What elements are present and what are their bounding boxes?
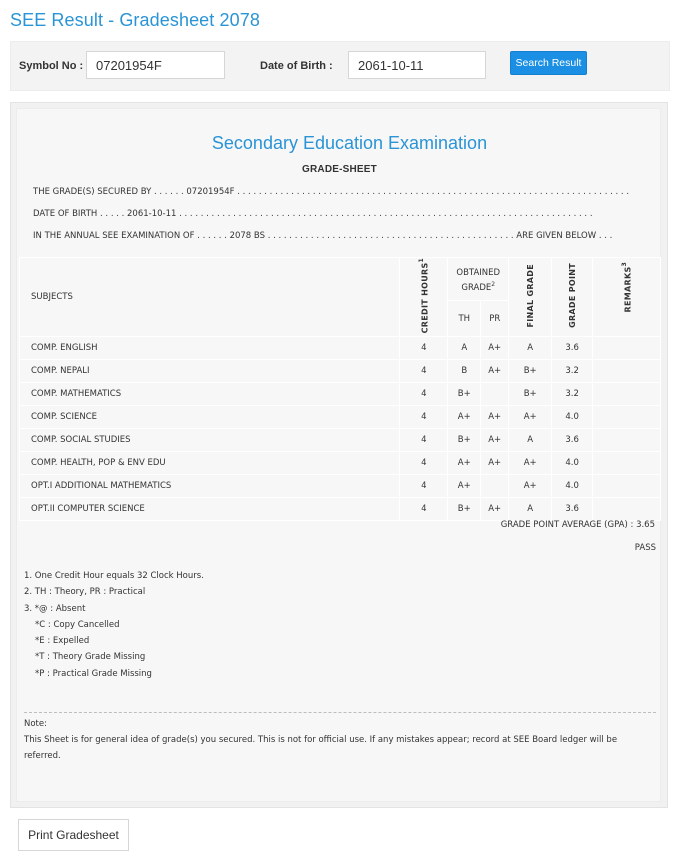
remarks-cell bbox=[593, 452, 661, 475]
point-cell: 3.2 bbox=[552, 383, 593, 406]
credit-cell: 4 bbox=[400, 475, 448, 498]
note-label: Note: bbox=[24, 719, 47, 729]
footnote: *E : Expelled bbox=[35, 636, 90, 647]
point-cell: 4.0 bbox=[552, 452, 593, 475]
footnote: *T : Theory Grade Missing bbox=[35, 652, 146, 663]
grades-table bbox=[19, 257, 661, 521]
th-cell: A+ bbox=[448, 452, 481, 475]
footnote: 2. TH : Theory, PR : Practical bbox=[24, 587, 146, 598]
pr-cell bbox=[481, 475, 509, 498]
footnote: *P : Practical Grade Missing bbox=[35, 668, 152, 679]
credit-cell: 4 bbox=[400, 452, 448, 475]
point-cell: 4.0 bbox=[552, 475, 593, 498]
th-cell: B bbox=[448, 360, 481, 383]
subject-cell: COMP. SCIENCE bbox=[20, 406, 400, 429]
final-cell: A bbox=[509, 498, 552, 521]
remarks-cell bbox=[593, 337, 661, 360]
remarks-cell bbox=[593, 475, 661, 498]
credit-cell: 4 bbox=[400, 383, 448, 406]
remarks-cell bbox=[593, 498, 661, 521]
credit-cell: 4 bbox=[400, 429, 448, 452]
pr-cell: A+ bbox=[481, 429, 509, 452]
footnotes bbox=[24, 568, 204, 682]
footnote: *C : Copy Cancelled bbox=[35, 619, 120, 630]
table-row bbox=[20, 383, 661, 406]
subject-cell: COMP. MATHEMATICS bbox=[20, 383, 400, 406]
pr-cell: A+ bbox=[481, 452, 509, 475]
table-row bbox=[20, 475, 661, 498]
secured-by-line: THE GRADE(S) SECURED BY . . . . . . 07201954F . . . . . . . . . . . . . . . . . . . . . . . . . . . . . . . . . . . . . . . . . . . . . . . . . . . . . . . . . . . . . . . . . . . . . . . . . bbox=[33, 187, 630, 197]
credit-cell: 4 bbox=[400, 360, 448, 383]
search-result-button[interactable]: Search Result bbox=[510, 51, 587, 75]
footnote: 3. *@ : Absent bbox=[24, 603, 86, 614]
remarks-cell bbox=[593, 406, 661, 429]
table-row bbox=[20, 429, 661, 452]
table-row bbox=[20, 498, 661, 521]
th-cell: A+ bbox=[448, 406, 481, 429]
dob-label: Date of Birth : bbox=[260, 60, 333, 72]
table-row bbox=[20, 452, 661, 475]
result-status: PASS bbox=[634, 543, 656, 553]
subject-cell: COMP. SOCIAL STUDIES bbox=[20, 429, 400, 452]
final-cell: A bbox=[509, 429, 552, 452]
remarks-cell bbox=[593, 429, 661, 452]
page-title: SEE Result - Gradesheet 2078 bbox=[10, 10, 260, 30]
footnote: 1. One Credit Hour equals 32 Clock Hours. bbox=[24, 571, 204, 581]
symbol-label: Symbol No : bbox=[19, 60, 84, 72]
subjects-header: SUBJECTS bbox=[20, 258, 400, 337]
symbol-input[interactable] bbox=[86, 51, 225, 79]
pr-cell: A+ bbox=[481, 406, 509, 429]
dob-line: DATE OF BIRTH . . . . . 2061-10-11 . . . . . . . . . . . . . . . . . . . . . . . . . . . . . . . . . . . . . . . . . . . . . . . . . . . . . . . . . . . . . . . . . . . . . . . . . . . . . bbox=[33, 209, 593, 219]
table-row bbox=[20, 360, 661, 383]
table-row bbox=[20, 337, 661, 360]
exam-title: Secondary Education Examination bbox=[211, 133, 488, 153]
final-grade-header: FINAL GRADE bbox=[509, 258, 552, 337]
th-header: TH bbox=[448, 300, 481, 336]
remarks-cell bbox=[593, 360, 661, 383]
obtained-grade-header: OBTAINED GRADE$^2$ bbox=[448, 258, 509, 301]
point-cell: 3.6 bbox=[552, 498, 593, 521]
pr-cell: A+ bbox=[481, 360, 509, 383]
point-cell: 4.0 bbox=[552, 406, 593, 429]
pr-cell: A+ bbox=[481, 498, 509, 521]
point-cell: 3.6 bbox=[552, 337, 593, 360]
subject-cell: COMP. ENGLISH bbox=[20, 337, 400, 360]
divider bbox=[24, 712, 656, 713]
final-cell: A+ bbox=[509, 406, 552, 429]
credit-cell: 4 bbox=[400, 406, 448, 429]
point-cell: 3.2 bbox=[552, 360, 593, 383]
credit-cell: 4 bbox=[400, 337, 448, 360]
credit-cell: 4 bbox=[400, 498, 448, 521]
th-cell: B+ bbox=[448, 429, 481, 452]
subject-cell: COMP. HEALTH, POP & ENV EDU bbox=[20, 452, 400, 475]
pr-cell bbox=[481, 383, 509, 406]
th-cell: A bbox=[448, 337, 481, 360]
gradesheet-title: GRADE-SHEET bbox=[302, 164, 377, 175]
subject-cell: OPT.II COMPUTER SCIENCE bbox=[20, 498, 400, 521]
final-cell: A+ bbox=[509, 475, 552, 498]
subject-cell: OPT.I ADDITIONAL MATHEMATICS bbox=[20, 475, 400, 498]
print-gradesheet-button[interactable]: Print Gradesheet bbox=[18, 819, 129, 851]
note bbox=[24, 716, 644, 764]
table-row bbox=[20, 406, 661, 429]
grade-point-header: GRADE POINT bbox=[552, 258, 593, 337]
remarks-header: REMARKS$^3$ bbox=[593, 258, 661, 337]
dob-input[interactable] bbox=[348, 51, 486, 79]
final-cell: A+ bbox=[509, 452, 552, 475]
remarks-cell bbox=[593, 383, 661, 406]
note-text: This Sheet is for general idea of grade(s) you secured. This is not for official use. If any mistakes appear; record at SEE Board ledger will be referred. bbox=[24, 735, 618, 761]
pr-cell: A+ bbox=[481, 337, 509, 360]
point-cell: 3.6 bbox=[552, 429, 593, 452]
gpa-value: GRADE POINT AVERAGE (GPA) : 3.65 bbox=[500, 520, 655, 530]
th-cell: A+ bbox=[448, 475, 481, 498]
exam-line: IN THE ANNUAL SEE EXAMINATION OF . . . . . . 2078 BS . . . . . . . . . . . . . . . . . . . . . . . . . . . . . . . . . . . . . . . . . . . . . . ARE GIVEN BELOW . . . bbox=[33, 231, 613, 241]
pr-header: PR bbox=[481, 300, 509, 336]
credit-hours-header: CREDIT HOURS$^1$ bbox=[400, 258, 448, 337]
th-cell: B+ bbox=[448, 383, 481, 406]
th-cell: B+ bbox=[448, 498, 481, 521]
final-cell: A bbox=[509, 337, 552, 360]
final-cell: B+ bbox=[509, 360, 552, 383]
subject-cell: COMP. NEPALI bbox=[20, 360, 400, 383]
final-cell: B+ bbox=[509, 383, 552, 406]
